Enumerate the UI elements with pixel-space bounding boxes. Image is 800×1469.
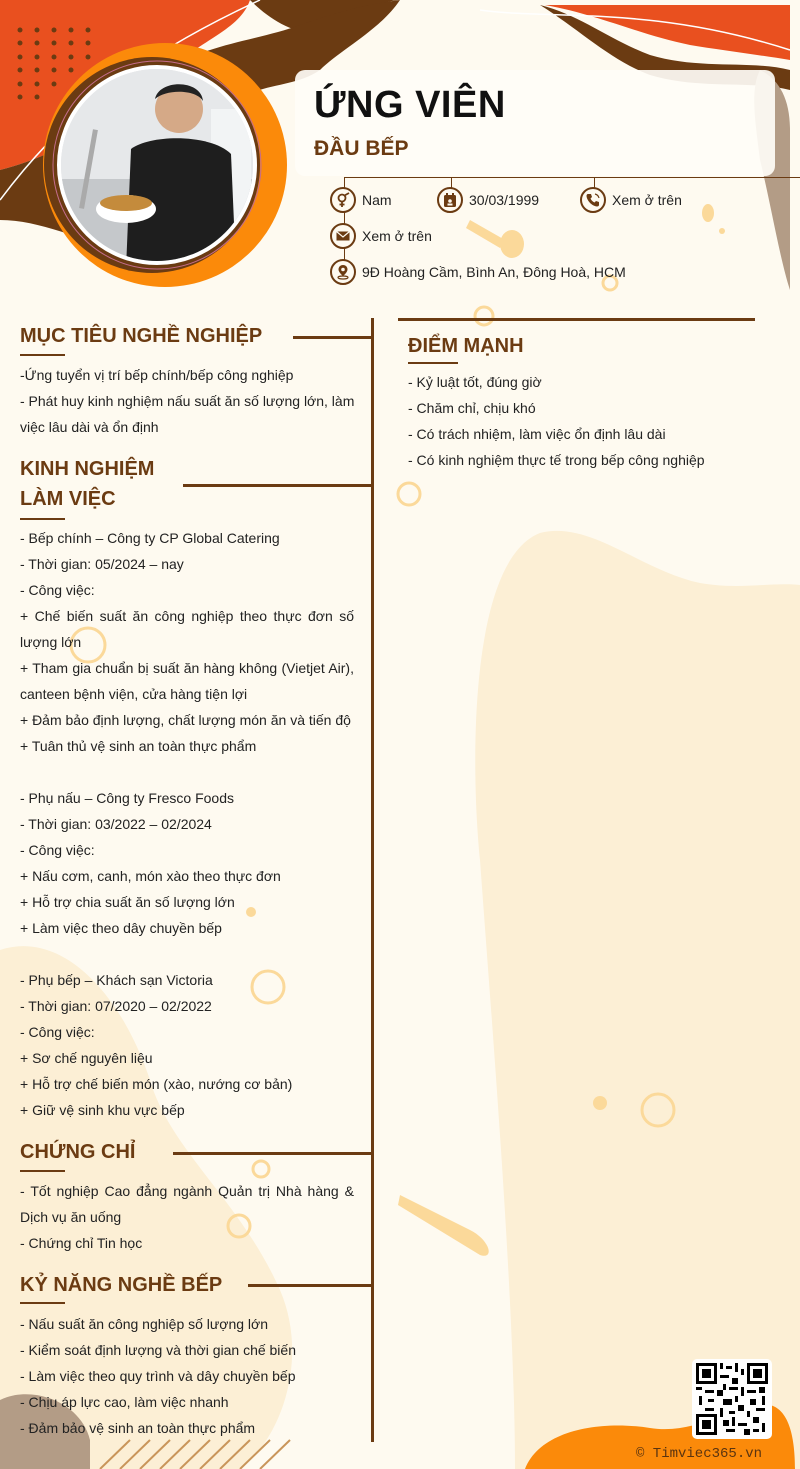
- section-connector: [293, 336, 373, 339]
- contact-birthday: [437, 187, 539, 213]
- birthday-value: 30/03/1999: [469, 192, 540, 208]
- phone-value: Xem ở trên: [612, 192, 682, 208]
- job-time: - Thời gian: 03/2022 – 02/2024: [20, 816, 212, 832]
- job-duty: + Sơ chế nguyên liệu: [20, 1050, 153, 1066]
- section-connector: [248, 1284, 373, 1287]
- job-duties-label: - Công việc:: [20, 582, 95, 598]
- job-duties-label: - Công việc:: [20, 842, 95, 858]
- strengths-content: [408, 369, 788, 473]
- section-underline: [408, 362, 458, 364]
- qr-code[interactable]: [692, 1359, 772, 1439]
- job-title: ĐẦU BẾP: [314, 137, 409, 160]
- copyright-text: © Timviec365.vn: [636, 1446, 763, 1462]
- section-title-experience: [20, 454, 154, 514]
- contact-address: [330, 259, 626, 285]
- job-position: - Bếp chính – Công ty CP Global Catering: [20, 530, 280, 546]
- section-title-skills: KỶ NĂNG NGHỀ BẾP: [20, 1274, 223, 1296]
- address-value: 9Đ Hoàng Cầm, Bình An, Đông Hoà, HCM: [362, 264, 626, 280]
- contact-email: [330, 223, 432, 249]
- job-time: - Thời gian: 05/2024 – nay: [20, 556, 184, 572]
- photo-placeholder-icon: [61, 69, 257, 265]
- skill-item: - Kiểm soát định lượng và thời gian chế biến: [20, 1342, 296, 1358]
- job-time: - Thời gian: 07/2020 – 02/2022: [20, 998, 212, 1014]
- skill-item: - Nấu suất ăn công nghiệp số lượng lớn: [20, 1316, 268, 1332]
- gender-value: Nam: [362, 192, 392, 208]
- email-value: Xem ở trên: [362, 228, 432, 244]
- section-title-line: KINH NGHIỆM: [20, 458, 155, 480]
- strength-item: - Kỷ luật tốt, đúng giờ: [408, 374, 542, 390]
- skills-content: [20, 1311, 354, 1441]
- objective-line: việc lâu dài và ổn định: [20, 419, 159, 435]
- job-duty: + Hỗ trợ chia suất ăn số lượng lớn: [20, 894, 235, 910]
- job-duty: + Chế biến suất ăn công nghiệp theo thực đơn số lượng lớn: [20, 608, 354, 650]
- section-underline: [20, 1302, 65, 1304]
- objective-line: -Ứng tuyển vị trí bếp chính/bếp công nghiệp: [20, 367, 294, 383]
- objective-content: [20, 362, 354, 440]
- job-position: - Phụ nấu – Công ty Fresco Foods: [20, 790, 234, 806]
- contact-gender: [330, 187, 392, 213]
- section-title-certificates: CHỨNG CHỈ: [20, 1141, 136, 1163]
- contact-connector-line: [344, 177, 800, 178]
- job-duty: + Tuân thủ vệ sinh an toàn thực phẩm: [20, 738, 257, 754]
- certificate-item: - Chứng chỉ Tin học: [20, 1235, 143, 1251]
- job-duty: + Giữ vệ sinh khu vực bếp: [20, 1102, 185, 1118]
- skill-item: - Chịu áp lực cao, làm việc nhanh: [20, 1394, 229, 1410]
- strength-item: - Có trách nhiệm, làm việc ổn định lâu dài: [408, 426, 666, 442]
- section-title-objective: MỤC TIÊU NGHỀ NGHIỆP: [20, 325, 263, 347]
- skill-item: - Đảm bảo vệ sinh an toàn thực phẩm: [20, 1420, 256, 1436]
- gender-icon: [330, 187, 356, 213]
- job-position: - Phụ bếp – Khách sạn Victoria: [20, 972, 213, 988]
- strength-item: - Chăm chỉ, chịu khó: [408, 400, 536, 416]
- qr-code-icon: [696, 1363, 768, 1435]
- experience-content: [20, 525, 354, 1123]
- location-icon: [330, 259, 356, 285]
- section-title-strengths: ĐIỂM MẠNH: [408, 335, 524, 357]
- phone-icon: [580, 187, 606, 213]
- section-connector: [398, 318, 755, 321]
- candidate-photo: [57, 65, 257, 265]
- section-underline: [20, 1170, 65, 1172]
- job-duty: + Đảm bảo định lượng, chất lượng món ăn và tiến độ: [20, 712, 351, 728]
- job-duty: + Hỗ trợ chế biến món (xào, nướng cơ bản): [20, 1076, 293, 1092]
- section-connector: [173, 1152, 373, 1155]
- section-underline: [20, 354, 65, 356]
- job-duties-label: - Công việc:: [20, 1024, 95, 1040]
- objective-line: - Phát huy kinh nghiệm nấu suất ăn số lượng lớn, làm: [20, 393, 355, 409]
- section-underline: [20, 518, 65, 520]
- candidate-name: ỨNG VIÊN: [314, 84, 506, 126]
- contact-phone: [580, 187, 682, 213]
- email-icon: [330, 223, 356, 249]
- section-title-line: LÀM VIỆC: [20, 488, 116, 510]
- job-duty: + Làm việc theo dây chuyền bếp: [20, 920, 222, 936]
- calendar-icon: [437, 187, 463, 213]
- section-connector: [183, 484, 373, 487]
- job-duty: + Tham gia chuẩn bị suất ăn hàng không (Vietjet Air), canteen bệnh viện, cửa hàng tiện lợi: [20, 660, 354, 702]
- certificate-item: - Tốt nghiệp Cao đẳng ngành Quản trị Nhà hàng & Dịch vụ ăn uống: [20, 1183, 354, 1225]
- strength-item: - Có kinh nghiệm thực tế trong bếp công nghiệp: [408, 452, 705, 468]
- skill-item: - Làm việc theo quy trình và dây chuyền bếp: [20, 1368, 296, 1384]
- job-duty: + Nấu cơm, canh, món xào theo thực đơn: [20, 868, 281, 884]
- certificates-content: [20, 1178, 354, 1256]
